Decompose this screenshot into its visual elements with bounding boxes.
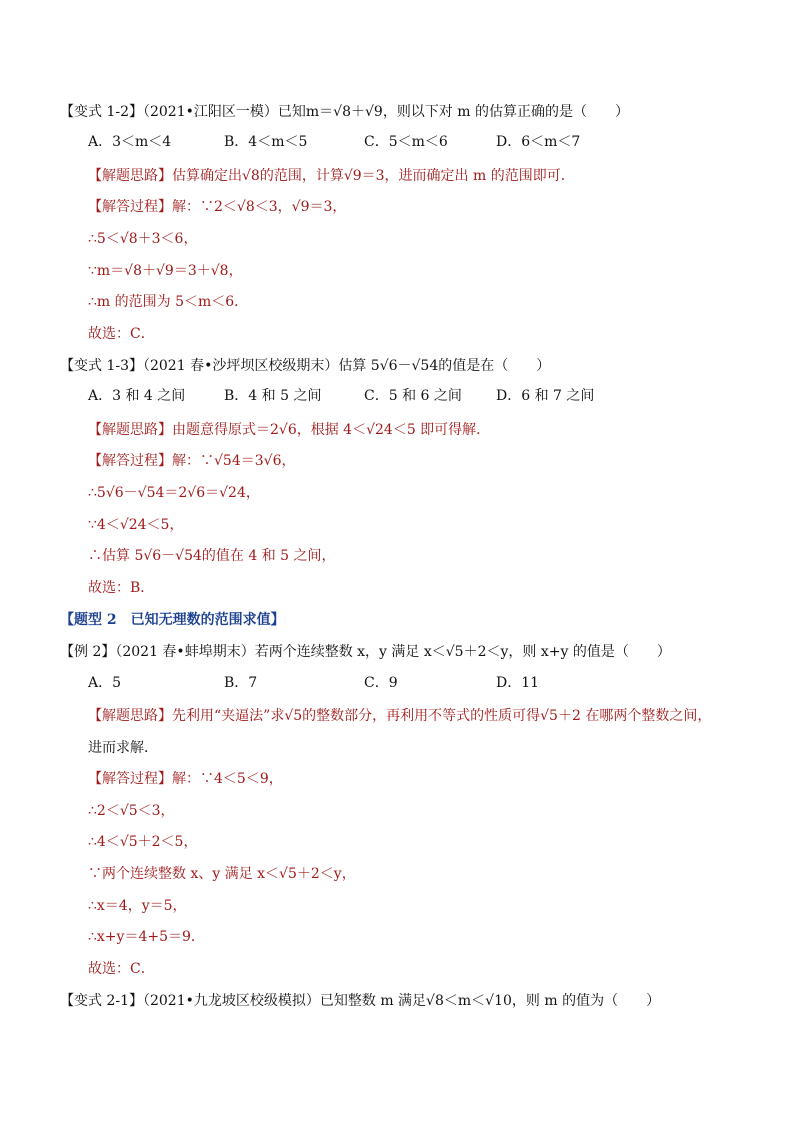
answer-line: 故选：B． [88,580,155,596]
solution-step: 【解答过程】解：∵√54＝3√6， [88,453,296,469]
answer-line: 故选：C． [88,961,155,977]
solution-step: ∴5＜√8＋3＜6， [88,231,198,247]
solution-step: ∴x+y＝4+5＝9． [88,929,205,945]
solution-approach: 【解题思路】估算确定出√8的范围，计算√9＝3，进而确定出 m 的范围即可． [88,168,575,184]
solution-step: ∵两个连续整数 x、y 满足 x＜√5＋2＜y， [88,866,356,882]
solution-step: 【解答过程】解：∵2＜√8＜3，√9＝3， [88,199,347,215]
option-a: A．3＜m＜4 [88,134,172,150]
solution-approach: 【解题思路】先利用“夹逼法”求√5的整数部分，再利用不等式的性质可得√5＋2 在哪两个整数之间， [88,708,712,724]
solution-approach: 【解题思路】由题意得原式＝2√6，根据 4＜√24＜5 即可得解． [88,422,491,438]
solution-step: ∴4＜√5＋2＜5， [88,834,198,850]
option-c: C．9 [364,675,398,691]
answer-line: 故选：C． [88,326,155,342]
solution-step: 【解答过程】解：∵4＜5＜9， [88,771,283,787]
option-b: B．7 [224,675,258,691]
solution-step: ∴x＝4，y＝5， [88,898,187,914]
solution-step: ∴估算 5√6－√54的值在 4 和 5 之间， [88,548,336,564]
question-variant-1-2: 【变式 1-2】（2021•江阳区一模）已知m＝√8＋√9，则以下对 m 的估算正确的是（ ） [60,104,629,120]
option-b: B．4 和 5 之间 [224,388,322,404]
option-d: D．6＜m＜7 [496,134,581,150]
option-d: D．11 [496,675,540,691]
option-c: C．5 和 6 之间 [364,388,462,404]
question-example-2: 【例 2】（2021 春•蚌埠期末）若两个连续整数 x，y 满足 x＜√5＋2＜y，则 x+y 的值是（ ） [60,644,671,660]
solution-step: ∵m＝√8＋√9＝3＋√8， [88,263,243,279]
solution-step: ∵4＜√24＜5， [88,517,184,533]
solution-step: ∴2＜√5＜3， [88,803,175,819]
question-variant-1-3: 【变式 1-3】（2021 春•沙坪坝区校级期末）估算 5√6－√54的值是在（ ） [60,358,551,374]
option-a: A．3 和 4 之间 [88,388,186,404]
solution-approach-cont: 进而求解． [88,740,158,756]
solution-step: ∴5√6－√54＝2√6＝√24， [88,485,260,501]
option-c: C．5＜m＜6 [364,134,448,150]
section-heading: 【题型 2 已知无理数的范围求值】 [60,612,285,628]
option-b: B．4＜m＜5 [224,134,308,150]
option-d: D．6 和 7 之间 [496,388,595,404]
option-a: A．5 [88,675,122,691]
solution-step: ∴m 的范围为 5＜m＜6． [88,294,249,310]
question-variant-2-1: 【变式 2-1】（2021•九龙坡区校级模拟）已知整数 m 满足√8＜m＜√10，则 m 的值为（ ） [60,993,661,1009]
